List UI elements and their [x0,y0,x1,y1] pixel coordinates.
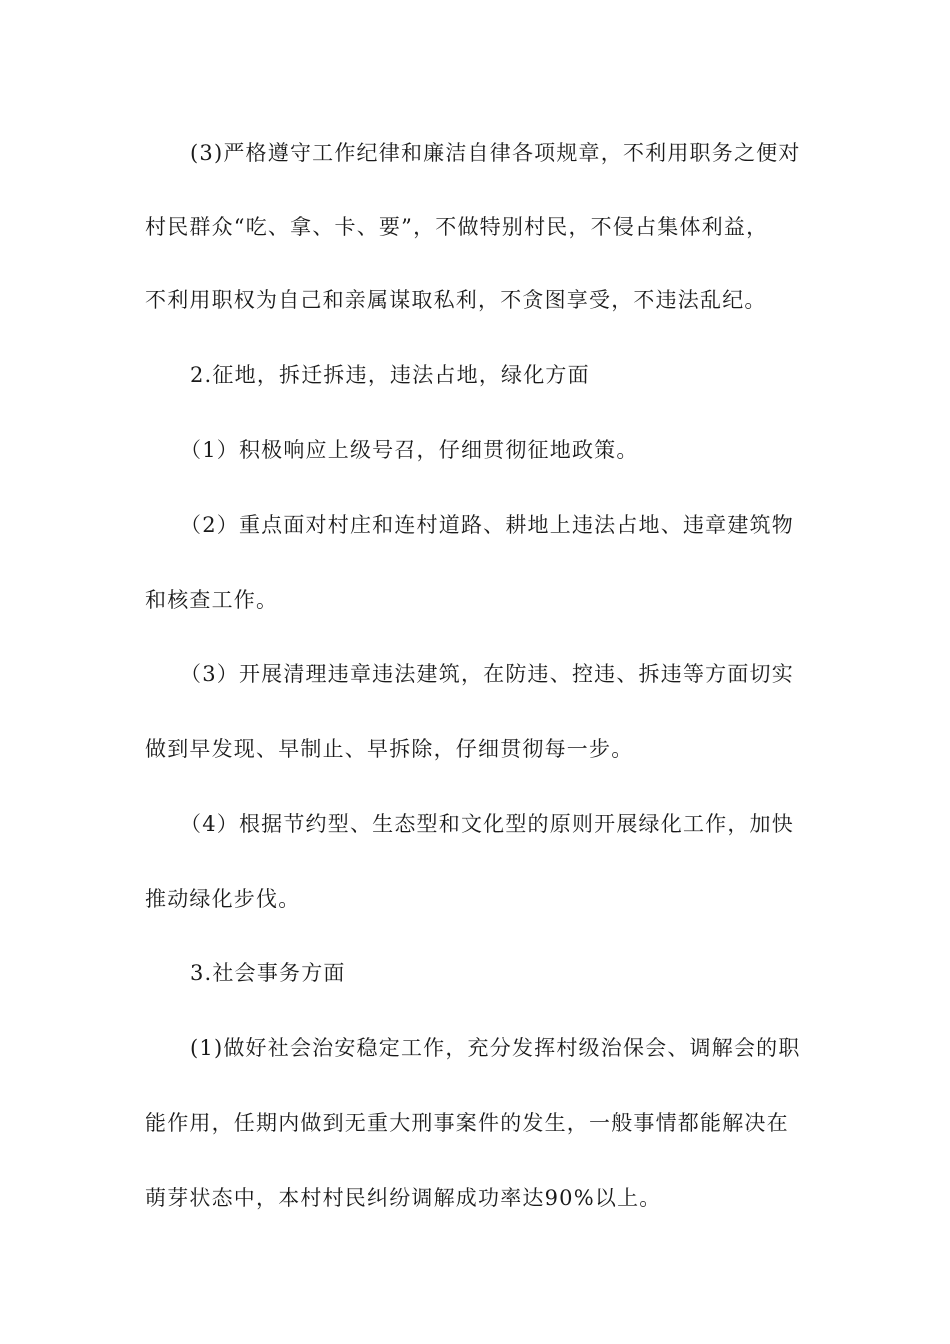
section-heading: 2.征地，拆迁拆违，违法占地，绿化方面 [190,363,590,387]
paragraph-line: （2）重点面对村庄和连村道路、耕地上违法占地、违章建筑物 [180,513,794,537]
paragraph-line: 能作用，任期内做到无重大刑事案件的发生，一般事情都能解决在 [145,1111,789,1135]
paragraph-line: （1）积极响应上级号召，仔细贯彻征地政策。 [180,438,639,462]
paragraph-line: 推动绿化步伐。 [145,887,301,911]
paragraph-line: 不利用职权为自己和亲属谋取私利，不贪图享受，不违法乱纪。 [145,288,767,312]
paragraph-line: 村民群众“吃、拿、卡、要”，不做特别村民，不侵占集体利益， [145,215,769,239]
paragraph-line: 做到早发现、早制止、早拆除，仔细贯彻每一步。 [145,737,634,761]
paragraph-line: （4）根据节约型、生态型和文化型的原则开展绿化工作，加快 [180,812,794,836]
section-heading: 3.社会事务方面 [190,961,346,985]
paragraph-line: 和核查工作。 [145,588,279,612]
paragraph-line: (3)严格遵守工作纪律和廉洁自律各项规章，不利用职务之便对 [190,141,801,165]
paragraph-line: 萌芽状态中，本村村民纠纷调解成功率达90%以上。 [145,1186,662,1210]
paragraph-line: （3）开展清理违章违法建筑，在防违、控违、拆违等方面切实 [180,662,794,686]
paragraph-line: (1)做好社会治安稳定工作，充分发挥村级治保会、调解会的职 [190,1036,801,1060]
